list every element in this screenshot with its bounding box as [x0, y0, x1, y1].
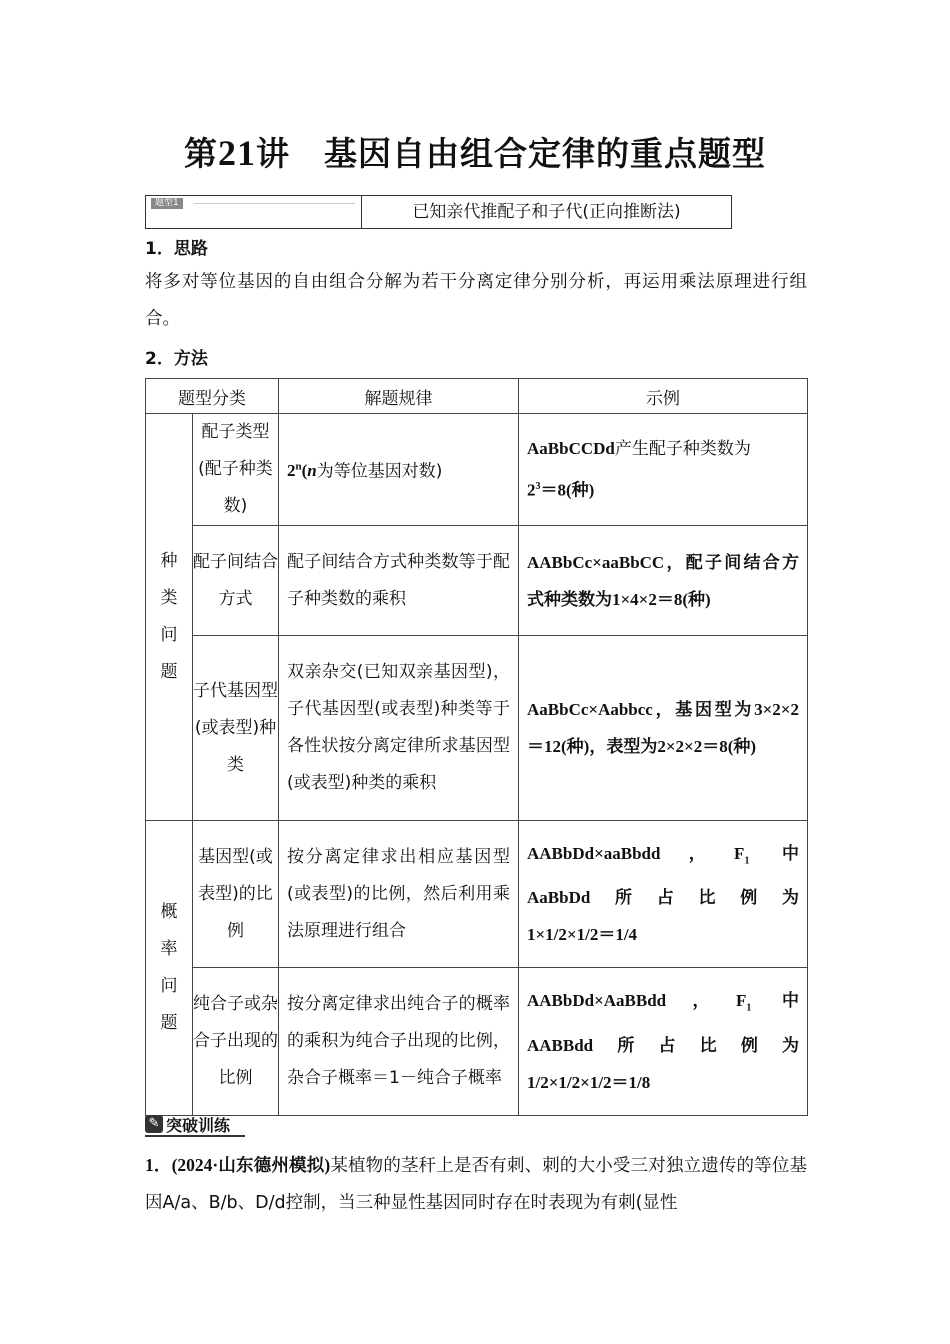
training-badge: ✎ 突破训练: [145, 1113, 230, 1135]
example-cell: AABbDd×aaBbdd，$F_1$ 中 AaBbDd所占比例为 1×1/2×1/2＝1/4: [519, 821, 808, 968]
rule-cell: 按分离定律求出相应基因型(或表型)的比例，然后利用乘法原理进行组合: [279, 821, 519, 968]
example-cell: AaBbCc×Aabbcc，基因型为3×2×2＝12(种)，表型为2×2×2＝8(种): [519, 636, 808, 821]
question-type-box: [145, 195, 732, 229]
category-cell: 概率问题: [146, 821, 193, 1116]
example-cell: AABbCc×aaBbCC，配子间结合方式种类数为1×4×2＝8(种): [519, 526, 808, 636]
rule-cell: 双亲杂交(已知双亲基因型)，子代基因型(或表型)种类等于各性状按分离定律所求基因型(或表型)种类的乘积: [279, 636, 519, 821]
subtype-cell: 子代基因型(或表型)种类: [193, 636, 279, 821]
example-cell: AABbDd×AaBBdd，$F_1$ 中 AABBdd所占比例为 1/2×1/2×1/2＝1/8: [519, 968, 808, 1116]
table-header: 解题规律: [279, 379, 519, 414]
section-heading-approach: 1．思路: [145, 239, 208, 259]
page-title: 第21讲 基因自由组合定律的重点题型: [184, 133, 766, 173]
rule-cell: 配子间结合方式种类数等于配子种类数的乘积: [279, 526, 519, 636]
table-row: [146, 636, 808, 821]
table-header: 示例: [519, 379, 808, 414]
question-1: 1．(2024·山东德州模拟)某植物的茎秆上是否有刺、刺的大小受三对独立遗传的等位基因A/a、B/b、D/d控制，当三种显性基因同时存在时表现为有刺(显性: [145, 1155, 807, 1213]
subtype-cell: 配子间结合方式: [193, 526, 279, 636]
section-heading-method: 2．方法: [145, 349, 208, 369]
rule-cell: 按分离定律求出纯合子的概率的乘积为纯合子出现的比例，杂合子概率＝1－纯合子概率: [279, 968, 519, 1116]
rule-cell: 2$^n$(n为等位基因对数): [279, 414, 519, 526]
table-row: [146, 968, 808, 1116]
category-cell: 种类问题: [146, 414, 193, 821]
table-row: [146, 414, 808, 526]
subtype-cell: 纯合子或杂合子出现的比例: [193, 968, 279, 1116]
approach-text: 将多对等位基因的自由组合分解为若干分离定律分别分析，再运用乘法原理进行组合。: [145, 272, 807, 329]
type-tag-cell: [146, 196, 362, 228]
table-header: 题型分类: [146, 379, 279, 414]
table-header-row: [146, 379, 808, 414]
method-table: [145, 378, 808, 1116]
table-row: [146, 821, 808, 968]
table-row: [146, 526, 808, 636]
type-tag: 题型1: [151, 198, 183, 209]
divider: [194, 203, 355, 204]
pen-icon: ✎: [145, 1115, 163, 1133]
subtype-cell: 配子类型(配子种类数): [193, 414, 279, 526]
type-label: 已知亲代推配子和子代(正向推断法): [412, 202, 681, 222]
divider: [145, 1135, 245, 1137]
subtype-cell: 基因型(或表型)的比例: [193, 821, 279, 968]
example-cell: AaBbCCDd产生配子种类数为 $2^3=8$(种): [519, 414, 808, 526]
